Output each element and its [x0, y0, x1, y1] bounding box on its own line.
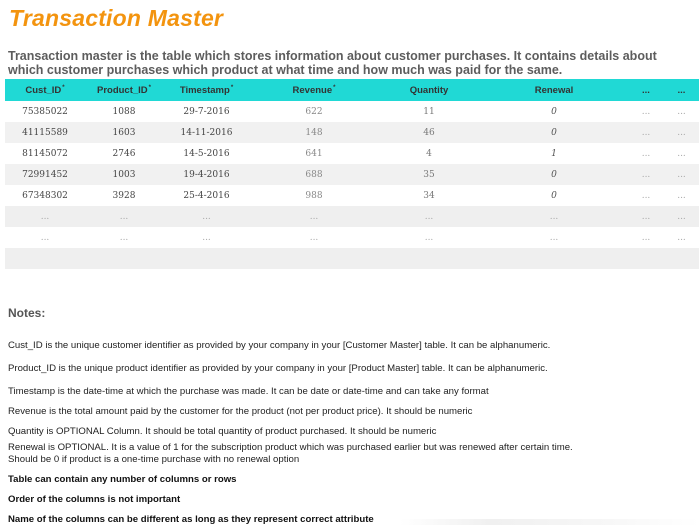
cell-timestamp: 19-4-2016	[163, 164, 250, 185]
cell-more: ...	[85, 227, 163, 248]
cell-more: ...	[85, 206, 163, 227]
col-header-timestamp[interactable]: Timestamp*	[163, 79, 250, 101]
cell-timestamp: 25-4-2016	[163, 185, 250, 206]
table-row	[5, 164, 699, 185]
cell-renewal: 0	[480, 185, 628, 206]
cell-product-id: 1003	[85, 164, 163, 185]
cell-cust-id: 75385022	[5, 101, 85, 122]
cell-more: ...	[664, 164, 699, 185]
scroll-fade	[400, 519, 699, 525]
cell-cust-id: 67348302	[5, 185, 85, 206]
rule-rows-columns: Table can contain any number of columns or rows	[8, 474, 237, 485]
note-quantity: Quantity is OPTIONAL Column. It should be total quantity of product purchased. It should be numeric	[8, 426, 437, 437]
note-cust-id: Cust_ID is the unique customer identifier as provided by your company in your [Customer Master] table. It can be alphanumeric.	[8, 340, 551, 351]
note-renewal-cont: Should be 0 if product is a one-time purchase with no renewal option	[8, 454, 300, 465]
cell-more: ...	[628, 206, 664, 227]
cell-more: ...	[664, 206, 699, 227]
cell-more: ...	[628, 185, 664, 206]
empty-cell	[5, 248, 699, 269]
cell-more: ...	[628, 227, 664, 248]
notes-title: Notes:	[8, 306, 46, 320]
cell-more: ...	[250, 227, 378, 248]
table-row	[5, 185, 699, 206]
cell-product-id: 1603	[85, 122, 163, 143]
cell-cust-id: 72991452	[5, 164, 85, 185]
transaction-table	[5, 79, 699, 269]
col-header-product-id[interactable]: Product_ID*	[85, 79, 163, 101]
rule-column-names: Name of the columns can be different as long as they represent correct attribute	[8, 514, 374, 525]
cell-quantity: 4	[378, 143, 480, 164]
cell-more: ...	[480, 206, 628, 227]
note-product-id: Product_ID is the unique product identifier as provided by your company in your [Product Master] table. It can be alphanumeric.	[8, 363, 548, 374]
col-header-revenue[interactable]: Revenue*	[250, 79, 378, 101]
cell-cust-id: 81145072	[5, 143, 85, 164]
table-row	[5, 122, 699, 143]
cell-more: ...	[628, 101, 664, 122]
cell-product-id: 2746	[85, 143, 163, 164]
table-row-ellipsis	[5, 227, 699, 248]
cell-more: ...	[664, 122, 699, 143]
cell-revenue: 988	[250, 185, 378, 206]
table-row-empty	[5, 248, 699, 269]
cell-cust-id: 41115589	[5, 122, 85, 143]
col-header-more-1[interactable]: ...	[628, 79, 664, 101]
col-header-cust-id[interactable]: Cust_ID*	[5, 79, 85, 101]
note-revenue: Revenue is the total amount paid by the customer for the product (not per product price). It should be numeric	[8, 406, 473, 417]
cell-more: ...	[664, 143, 699, 164]
cell-timestamp: 14-5-2016	[163, 143, 250, 164]
cell-product-id: 1088	[85, 101, 163, 122]
cell-quantity: 11	[378, 101, 480, 122]
cell-product-id: 3928	[85, 185, 163, 206]
table-header-row	[5, 79, 699, 101]
table-row	[5, 143, 699, 164]
col-header-renewal[interactable]: Renewal	[480, 79, 628, 101]
cell-quantity: 34	[378, 185, 480, 206]
cell-more: ...	[250, 206, 378, 227]
cell-more: ...	[163, 206, 250, 227]
cell-timestamp: 29-7-2016	[163, 101, 250, 122]
cell-timestamp: 14-11-2016	[163, 122, 250, 143]
cell-renewal: 0	[480, 164, 628, 185]
cell-renewal: 0	[480, 101, 628, 122]
cell-revenue: 622	[250, 101, 378, 122]
note-timestamp: Timestamp is the date-time at which the purchase was made. It can be date or date-time and can take any format	[8, 386, 489, 397]
cell-more: ...	[628, 143, 664, 164]
table-row	[5, 101, 699, 122]
cell-more: ...	[378, 206, 480, 227]
cell-more: ...	[664, 185, 699, 206]
cell-more: ...	[5, 206, 85, 227]
cell-more: ...	[664, 101, 699, 122]
page-title: Transaction Master	[9, 5, 224, 31]
cell-renewal: 0	[480, 122, 628, 143]
rule-column-order: Order of the columns is not important	[8, 494, 181, 505]
cell-more: ...	[5, 227, 85, 248]
cell-more: ...	[664, 227, 699, 248]
cell-more: ...	[628, 122, 664, 143]
cell-more: ...	[628, 164, 664, 185]
cell-more: ...	[163, 227, 250, 248]
cell-more: ...	[378, 227, 480, 248]
col-header-more-2[interactable]: ...	[664, 79, 699, 101]
note-renewal: Renewal is OPTIONAL. It is a value of 1 for the subscription product which was purchased earlier but was renewed after certain time.	[8, 442, 573, 453]
cell-revenue: 688	[250, 164, 378, 185]
cell-revenue: 641	[250, 143, 378, 164]
cell-revenue: 148	[250, 122, 378, 143]
cell-renewal: 1	[480, 143, 628, 164]
col-header-quantity[interactable]: Quantity	[378, 79, 480, 101]
cell-quantity: 35	[378, 164, 480, 185]
cell-quantity: 46	[378, 122, 480, 143]
table-row-ellipsis	[5, 206, 699, 227]
cell-more: ...	[480, 227, 628, 248]
intro-text: Transaction master is the table which stores information about customer purchases. It contains details about which customer purchases which product at what time and how much was paid for the same.	[8, 49, 657, 77]
